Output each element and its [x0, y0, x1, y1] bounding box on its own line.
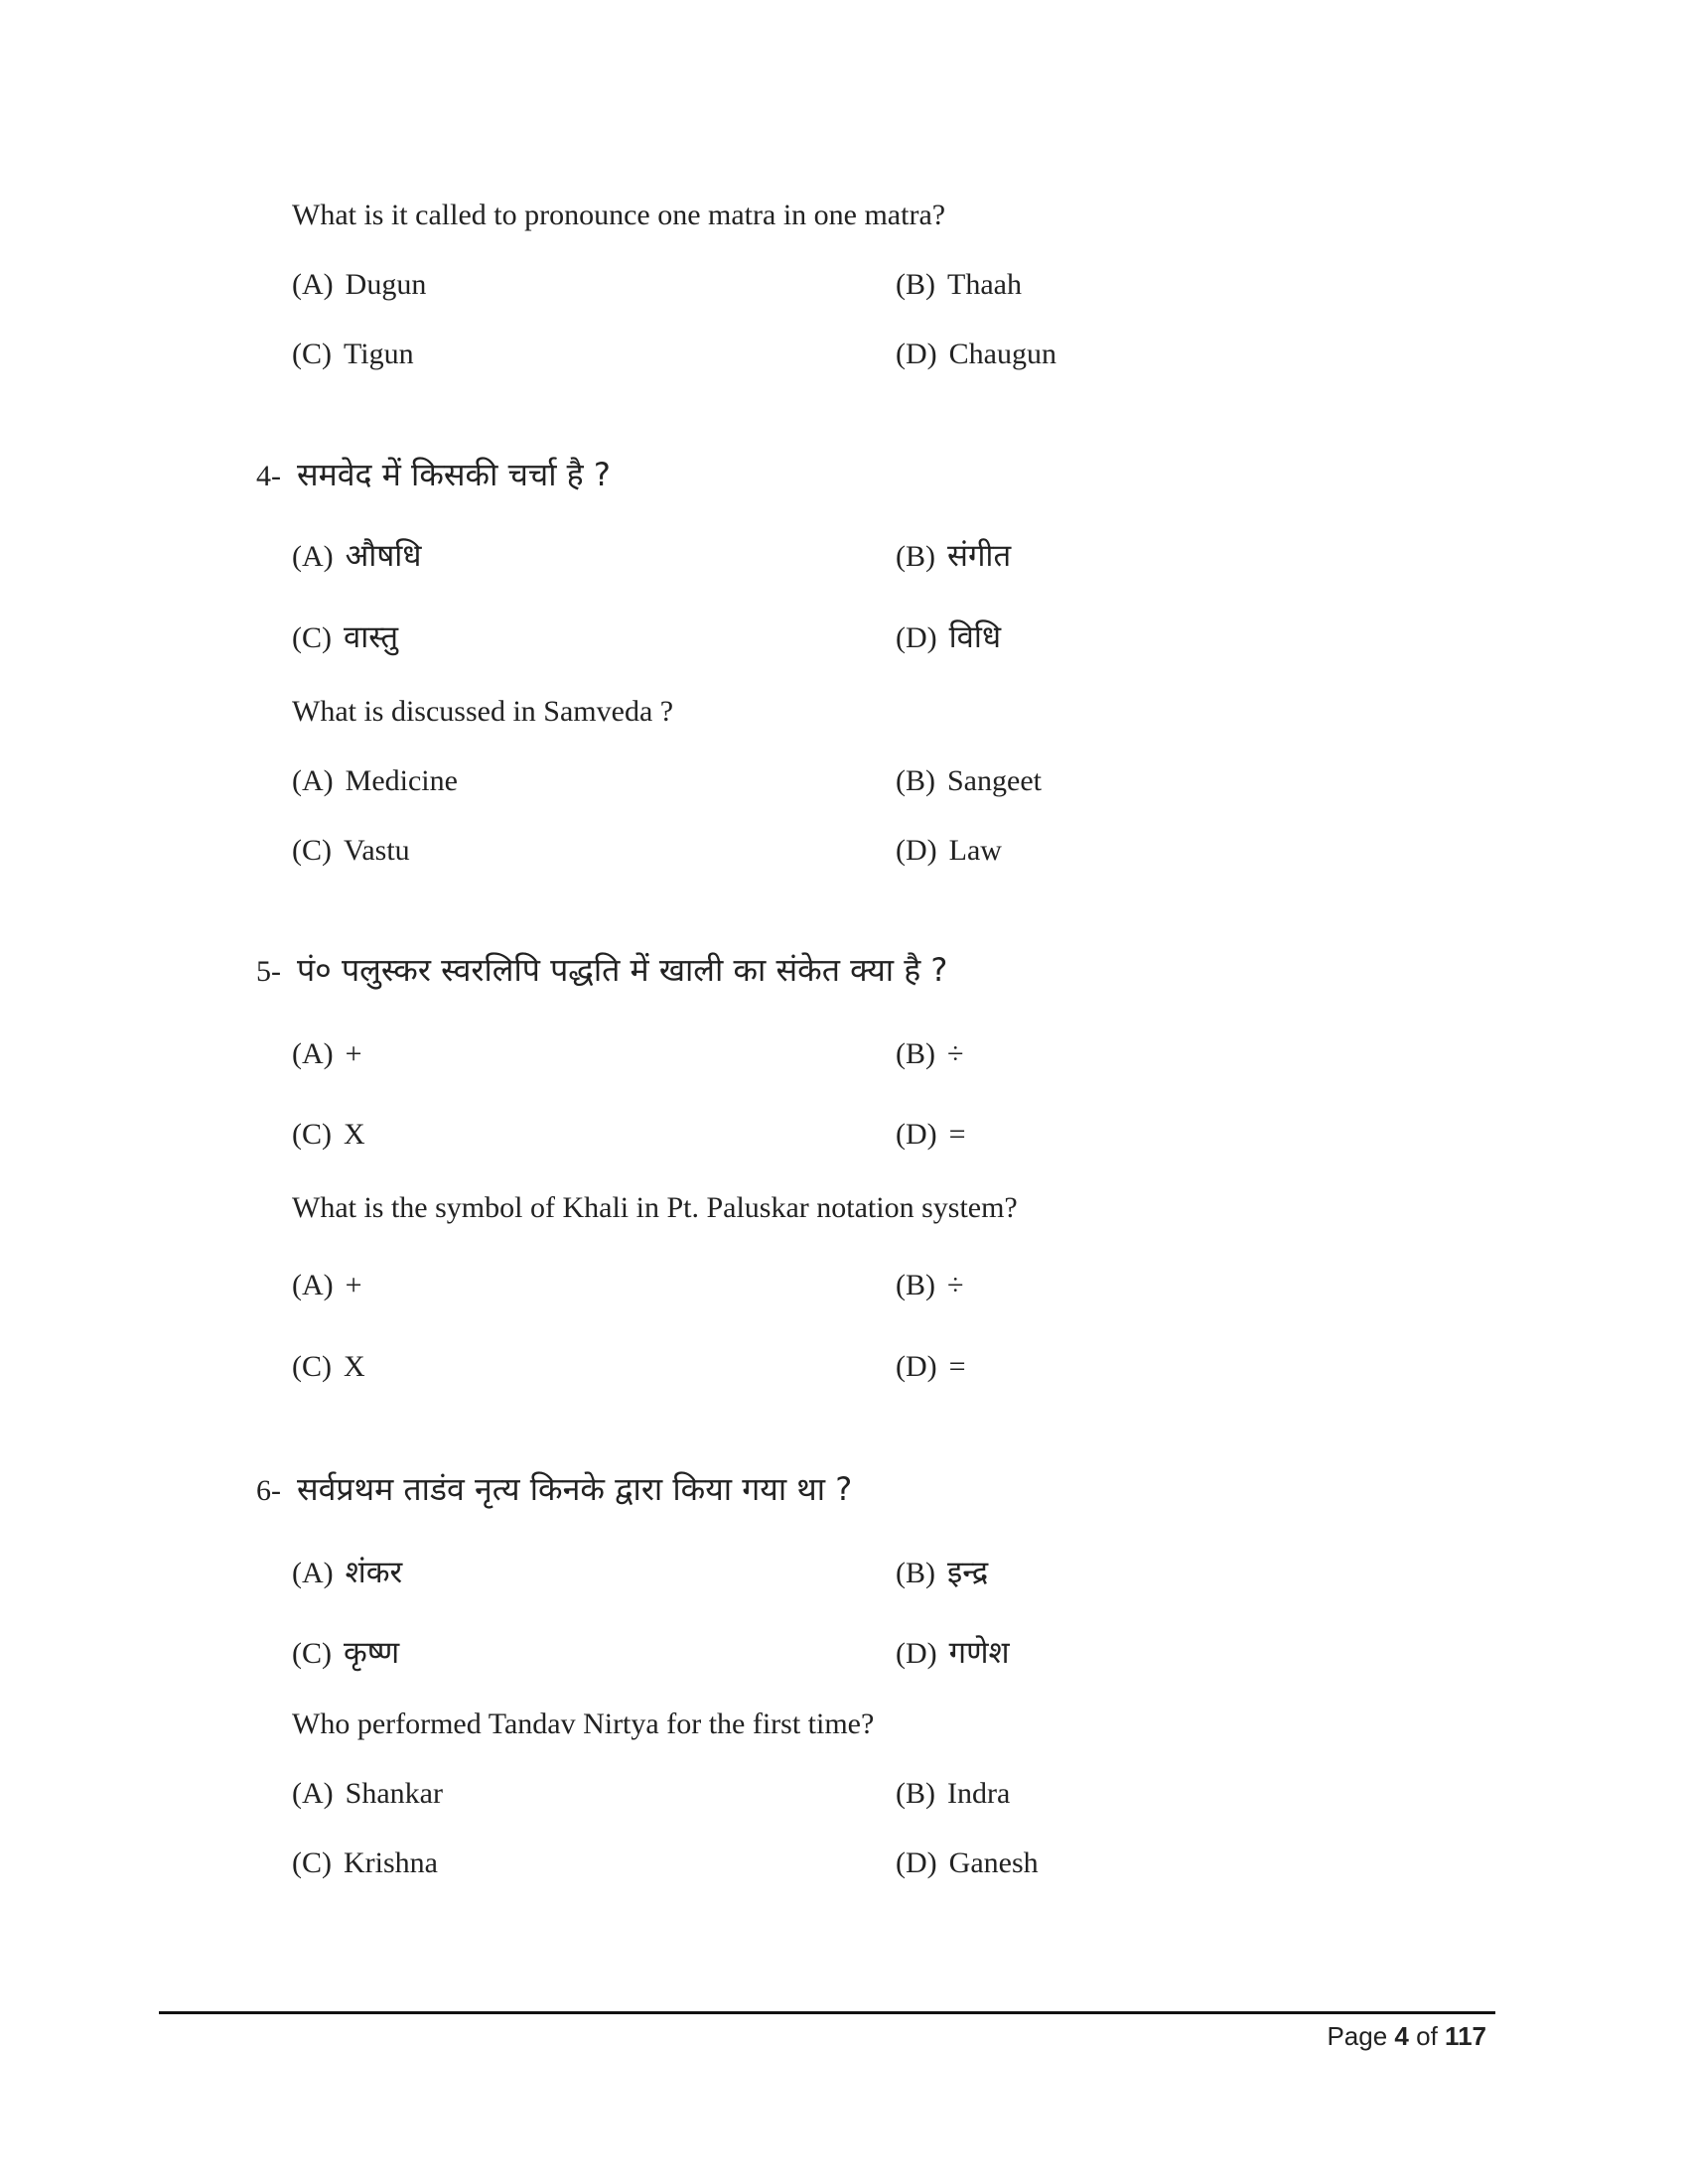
question-4-hi-text: समवेद में किसकी चर्चा है ? — [297, 456, 611, 493]
q4-en-option-c: (C) Vastu — [292, 834, 410, 867]
q6-hi-option-d: (D) गणेश — [896, 1635, 1010, 1671]
question-3-en-text: What is it called to pronounce one matra in one matra? — [292, 199, 946, 231]
q6-en-option-c: (C) Krishna — [292, 1846, 438, 1879]
footer-divider — [159, 2011, 1495, 2014]
question-number: 6- — [256, 1474, 281, 1507]
q5-hi-option-a: (A) + — [292, 1037, 362, 1070]
q6-hi-option-a: (A) शंकर — [292, 1555, 403, 1590]
q6-en-option-d: (D) Ganesh — [896, 1846, 1039, 1879]
q4-hi-option-b: (B) संगीत — [896, 538, 1012, 574]
q3-en-option-b: (B) Thaah — [896, 268, 1022, 301]
q4-hi-option-d: (D) विधि — [896, 619, 1002, 655]
q3-en-option-a: (A) Dugun — [292, 268, 427, 301]
q6-en-option-a: (A) Shankar — [292, 1777, 443, 1810]
question-5-hi — [256, 948, 947, 991]
question-number: 4- — [256, 460, 281, 492]
q4-hi-option-a: (A) औषधि — [292, 538, 422, 574]
q5-hi-option-d: (D) = — [896, 1118, 966, 1151]
question-number: 5- — [256, 955, 281, 988]
page-number: Page 4 of 117 — [1327, 2021, 1486, 2051]
q3-en-option-c: (C) Tigun — [292, 338, 414, 370]
q4-en-option-d: (D) Law — [896, 834, 1002, 867]
question-6-en-text: Who performed Tandav Nirtya for the first time? — [292, 1707, 875, 1740]
question-5-en-text: What is the symbol of Khali in Pt. Paluskar notation system? — [292, 1191, 1018, 1224]
q6-hi-option-c: (C) कृष्ण — [292, 1635, 400, 1671]
q4-hi-option-c: (C) वास्तु — [292, 619, 398, 655]
question-6-hi — [256, 1467, 852, 1510]
q5-hi-option-c: (C) X — [292, 1118, 365, 1151]
q5-en-option-d: (D) = — [896, 1350, 966, 1383]
q3-en-option-d: (D) Chaugun — [896, 338, 1056, 370]
q5-hi-option-b: (B) ÷ — [896, 1037, 964, 1070]
q5-en-option-b: (B) ÷ — [896, 1269, 964, 1301]
q5-en-option-c: (C) X — [292, 1350, 365, 1383]
question-5-hi-text: पं० पलुस्कर स्वरलिपि पद्धति में खाली का संकेत क्या है ? — [297, 951, 948, 989]
q4-en-option-a: (A) Medicine — [292, 764, 458, 797]
question-4-hi — [256, 453, 611, 495]
question-6-hi-text: सर्वप्रथम ताडंव नृत्य किनके द्वारा किया गया था ? — [297, 1470, 853, 1508]
q4-en-option-b: (B) Sangeet — [896, 764, 1042, 797]
q5-en-option-a: (A) + — [292, 1269, 362, 1301]
question-4-en-text: What is discussed in Samveda ? — [292, 695, 674, 728]
q6-en-option-b: (B) Indra — [896, 1777, 1011, 1810]
q6-hi-option-b: (B) इन्द्र — [896, 1555, 989, 1590]
